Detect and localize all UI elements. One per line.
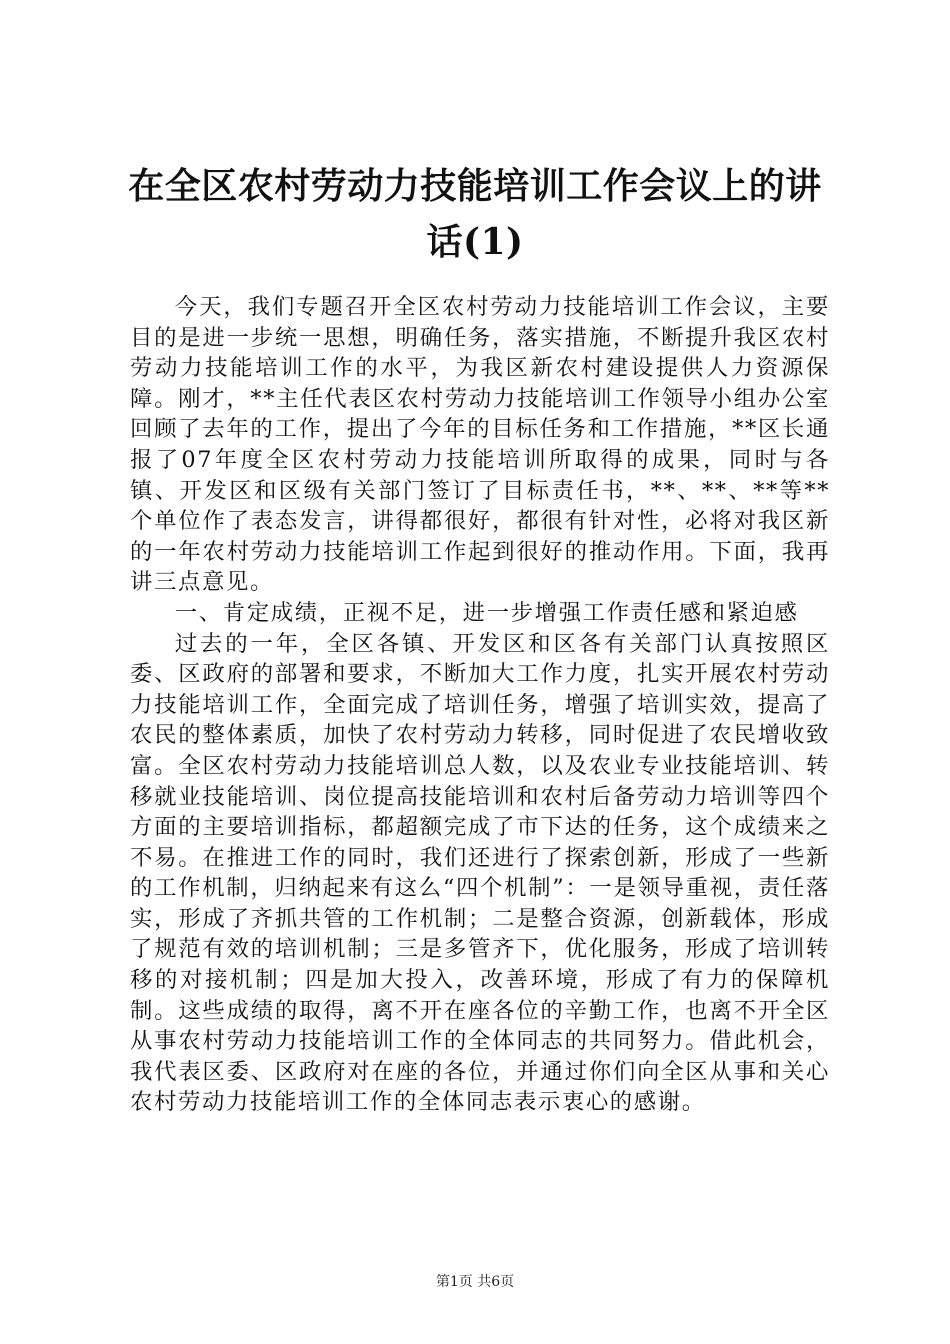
document-title: 在全区农村劳动力技能培训工作会议上的讲话(1)	[128, 165, 822, 263]
section-heading-1: 一、肯定成绩，正视不足，进一步增强工作责任感和紧迫感	[174, 599, 799, 626]
page-footer: 第1页 共6页	[435, 1274, 515, 1290]
document-body	[130, 292, 830, 1118]
paragraph-opening: 今天，我们专题召开全区农村劳动力技能培训工作会议，主要目的是进一步统一思想，明确任务，落实措施，不断提升我区农村劳动力技能培训工作的水平，为我区新农村建设提供人力资源保障。刚才，**主任代表区农村劳动力技能培训工作领导小组办公室回顾了去年的工作，提出了今年的目标任务和工作措施，**区长通报了07年度全区农村劳动力技能培训所取得的成果，同时与各镇、开发区和区级有关部门签订了目标责任书，**、**、**等**个单位作了表态发言，讲得都很好，都很有针对性，必将对我区新的一年农村劳动力技能培训工作起到很好的推动作用。下面，我再讲三点意见。	[130, 294, 830, 596]
paragraph-achievements: 过去的一年，全区各镇、开发区和区各有关部门认真按照区委、区政府的部署和要求，不断加大工作力度，扎实开展农村劳动力技能培训工作，全面完成了培训任务，增强了培训实效，提高了农民的整体素质，加快了农村劳动力转移，同时促进了农民增收致富。全区农村劳动力技能培训总人数，以及农业专业技能培训、转移就业技能培训、岗位提高技能培训和农村后备劳动力培训等四个方面的主要培训指标，都超额完成了市下达的任务，这个成绩来之不易。在推进工作的同时，我们还进行了探索创新，形成了一些新的工作机制，归纳起来有这么“四个机制”：一是领导重视，责任落实，形成了齐抓共管的工作机制；二是整合资源，创新载体，形成了规范有效的培训机制；三是多管齐下，优化服务，形成了培训转移的对接机制；四是加大投入，改善环境，形成了有力的保障机制。这些成绩的取得，离不开在座各位的辛勤工作，也离不开全区从事农村劳动力技能培训工作的全体同志的共同努力。借此机会，我代表区委、区政府对在座的各位，并通过你们向全区从事和关心农村劳动力技能培训工作的全体同志表示衷心的感谢。	[130, 630, 830, 1116]
